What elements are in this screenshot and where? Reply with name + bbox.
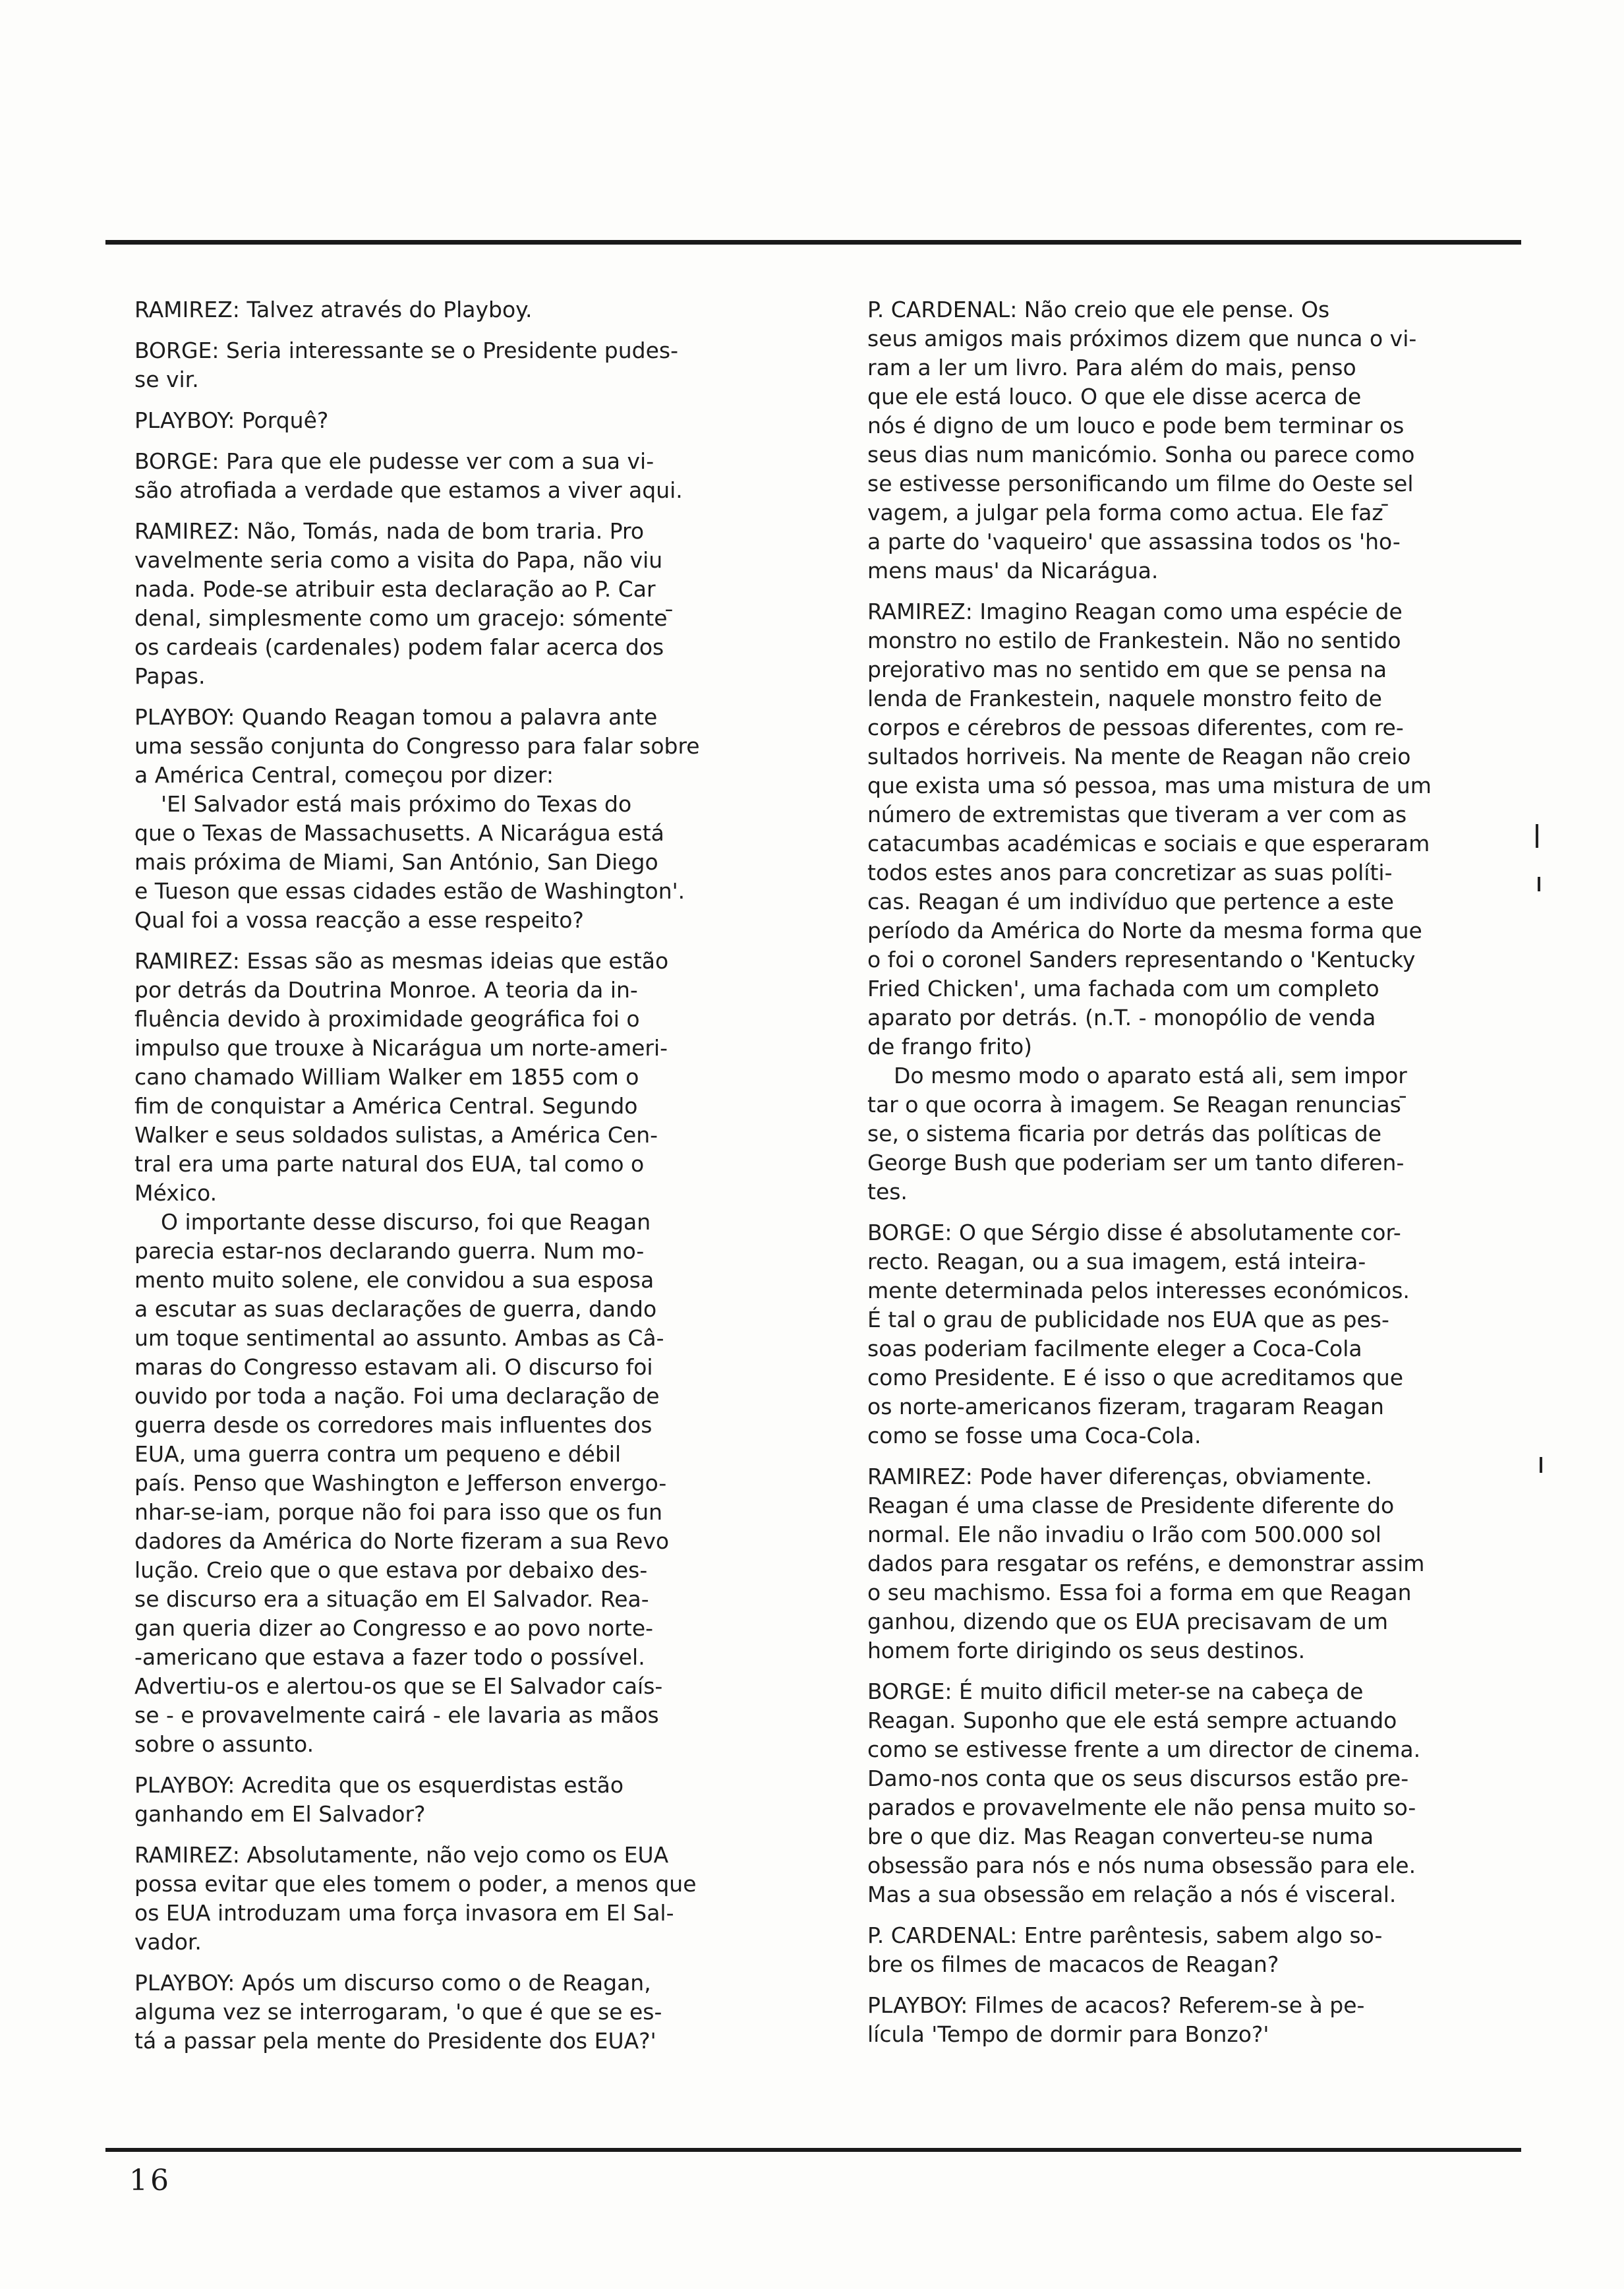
text-line: vavelmente seria como a visita do Papa, não viu — [134, 547, 663, 573]
text-line: É tal o grau de publicidade nos EUA que as pes- — [867, 1307, 1389, 1332]
text-line: -americano que estava a fazer todo o possível. — [134, 1644, 645, 1670]
text-line: que exista uma só pessoa, mas uma mistura de um — [867, 773, 1432, 798]
text-line: gan queria dizer ao Congresso e ao povo norte- — [134, 1615, 654, 1641]
text-line: BORGE: É muito dificil meter-se na cabeça de — [867, 1679, 1364, 1704]
paragraph — [867, 295, 1513, 585]
paragraph — [867, 1991, 1513, 2049]
text-line: se estivesse personificando um filme do Oeste sel — [867, 471, 1414, 496]
text-line: alguma vez se interrogaram, 'o que é que se es- — [134, 1999, 662, 2025]
text-line: ouvido por toda a nação. Foi uma declaração de — [134, 1383, 660, 1409]
text-line: bre os filmes de macacos de Reagan? — [867, 1951, 1279, 1977]
text-line: guerra desde os corredores mais influentes dos — [134, 1412, 652, 1438]
text-line: O importante desse discurso, foi que Reagan — [161, 1209, 651, 1235]
text-line: país. Penso que Washington e Jefferson envergo- — [134, 1470, 667, 1496]
text-line: lução. Creio que o que estava por debaixo des- — [134, 1557, 648, 1583]
text-line: aparato por detrás. (n.T. - monopólio de venda — [867, 1005, 1376, 1030]
text-line: RAMIREZ: Pode haver diferenças, obviamente. — [867, 1464, 1372, 1489]
text-line: sobre o assunto. — [134, 1731, 314, 1757]
text-line: Do mesmo modo o aparato está ali, sem impor — [894, 1063, 1407, 1088]
text-line: mente determinada pelos interesses económicos. — [867, 1278, 1410, 1303]
text-line: seus amigos mais próximos dizem que nunca o vi- — [867, 326, 1417, 351]
text-line: bre o que diz. Mas Reagan converteu-se numa — [867, 1824, 1374, 1849]
margin-mark — [1538, 877, 1540, 891]
text-line: a parte do 'vaqueiro' que assassina todos os 'ho- — [867, 529, 1401, 554]
bottom-rule — [105, 2148, 1521, 2152]
paragraph — [134, 517, 767, 691]
text-line: mento muito solene, ele convidou a sua esposa — [134, 1267, 654, 1293]
text-line: BORGE: Para que ele pudesse ver com a sua vi- — [134, 448, 654, 474]
text-line: denal, simplesmente como um gracejo: sómente ̄ — [134, 605, 675, 631]
text-line: se, o sistema ficaria por detrás das políticas de — [867, 1121, 1381, 1146]
text-line: RAMIREZ: Imagino Reagan como uma espécie de — [867, 599, 1403, 624]
text-line: um toque sentimental ao assunto. Ambas as Câ- — [134, 1325, 664, 1351]
text-line: lícula 'Tempo de dormir para Bonzo?' — [867, 2021, 1269, 2047]
text-line: obsessão para nós e nós numa obsessão para ele. — [867, 1853, 1416, 1878]
text-line: mais próxima de Miami, San António, San Diego — [134, 849, 658, 875]
text-line: normal. Ele não invadiu o Irão com 500.000 sol — [867, 1522, 1381, 1547]
paragraph — [134, 947, 767, 1759]
text-line: Mas a sua obsessão em relação a nós é visceral. — [867, 1882, 1397, 1907]
text-line: RAMIREZ: Não, Tomás, nada de bom traria. Pro — [134, 518, 645, 544]
paragraph — [134, 1771, 767, 1829]
text-line: nhar-se-iam, porque não foi para isso que os fun — [134, 1499, 663, 1525]
text-line: BORGE: O que Sérgio disse é absolutamente cor- — [867, 1220, 1401, 1245]
text-line: cano chamado William Walker em 1855 com o — [134, 1064, 639, 1090]
text-line: monstro no estilo de Frankestein. Não no sentido — [867, 628, 1401, 653]
paragraph — [134, 406, 767, 435]
text-line: México. — [134, 1180, 218, 1206]
text-line: se - e provavelmente cairá - ele lavaria as mãos — [134, 1702, 659, 1728]
text-line: Qual foi a vossa reacção a esse respeito? — [134, 907, 584, 933]
text-line: sultados horriveis. Na mente de Reagan não creio — [867, 744, 1411, 769]
text-line: George Bush que poderiam ser um tanto diferen- — [867, 1150, 1405, 1175]
text-line: RAMIREZ: Essas são as mesmas ideias que estão — [134, 948, 669, 974]
paragraph — [134, 447, 767, 505]
text-line: se vir. — [134, 367, 199, 392]
text-line: RAMIREZ: Absolutamente, não vejo como os EUA — [134, 1842, 669, 1868]
text-line: Reagan. Suponho que ele está sempre actuando — [867, 1708, 1397, 1733]
page-number: 16 — [129, 2164, 171, 2197]
text-line: por detrás da Doutrina Monroe. A teoria da in- — [134, 977, 638, 1003]
text-line: P. CARDENAL: Não creio que ele pense. Os — [867, 297, 1330, 322]
text-line: parados e provavelmente ele não pensa muito so- — [867, 1795, 1416, 1820]
paragraph — [134, 1841, 767, 1957]
text-line: mens maus' da Nicarágua. — [867, 558, 1159, 583]
text-line: seus dias num manicómio. Sonha ou parece como — [867, 442, 1415, 467]
text-line: PLAYBOY: Porquê? — [134, 407, 329, 433]
text-line: uma sessão conjunta do Congresso para falar sobre — [134, 733, 700, 759]
paragraph — [867, 1218, 1513, 1450]
text-line: P. CARDENAL: Entre parêntesis, sabem algo so- — [867, 1922, 1383, 1948]
text-line: como se estivesse frente a um director de cinema. — [867, 1737, 1421, 1762]
text-line: ganhou, dizendo que os EUA precisavam de um — [867, 1609, 1388, 1634]
text-line: lenda de Frankestein, naquele monstro feito de — [867, 686, 1382, 711]
text-line: de frango frito) — [867, 1034, 1033, 1059]
text-line: o seu machismo. Essa foi a forma em que Reagan — [867, 1580, 1412, 1605]
text-line: período da América do Norte da mesma forma que — [867, 918, 1422, 943]
text-line: os EUA introduzam uma força invasora em El Sal- — [134, 1900, 674, 1926]
text-line: cas. Reagan é um indivíduo que pertence a este — [867, 889, 1394, 914]
paragraph — [867, 1677, 1513, 1909]
text-line: que o Texas de Massachusetts. A Nicarágua está — [134, 820, 664, 846]
text-line: PLAYBOY: Acredita que os esquerdistas estão — [134, 1772, 624, 1798]
text-line: vagem, a julgar pela forma como actua. Ele faz ̄ — [867, 500, 1391, 525]
text-line: os norte-americanos fizeram, tragaram Reagan — [867, 1394, 1384, 1419]
text-line: que ele está louco. O que ele disse acerca de — [867, 384, 1362, 409]
text-line: ganhando em El Salvador? — [134, 1801, 426, 1827]
text-line: maras do Congresso estavam ali. O discurso foi — [134, 1354, 653, 1380]
text-line: ram a ler um livro. Para além do mais, penso — [867, 355, 1356, 380]
text-line: fim de conquistar a América Central. Segundo — [134, 1093, 638, 1119]
text-line: impulso que trouxe à Nicarágua um norte-ameri- — [134, 1035, 668, 1061]
text-line: como Presidente. E é isso o que acreditamos que — [867, 1365, 1404, 1390]
text-line: parecia estar-nos declarando guerra. Num mo- — [134, 1238, 645, 1264]
text-line: como se fosse uma Coca-Cola. — [867, 1423, 1202, 1448]
text-line: e Tueson que essas cidades estão de Washington'. — [134, 878, 685, 904]
text-line: tes. — [867, 1179, 908, 1204]
text-line: os cardeais (cardenales) podem falar acerca dos — [134, 634, 664, 660]
top-rule — [105, 240, 1521, 245]
text-line: a América Central, começou por dizer: — [134, 762, 554, 788]
text-line: recto. Reagan, ou a sua imagem, está inteira- — [867, 1249, 1366, 1274]
text-line: nada. Pode-se atribuir esta declaração ao P. Car — [134, 576, 656, 602]
text-line: tá a passar pela mente do Presidente dos EUA?' — [134, 2028, 656, 2054]
text-line: o foi o coronel Sanders representando o 'Kentucky — [867, 947, 1416, 972]
text-line: Reagan é uma classe de Presidente diferente do — [867, 1493, 1395, 1518]
paragraph — [134, 295, 767, 324]
text-line: 'El Salvador está mais próximo do Texas do — [161, 791, 632, 817]
text-line: nós é digno de um louco e pode bem terminar os — [867, 413, 1405, 438]
right-column — [867, 295, 1513, 2061]
text-line: PLAYBOY: Quando Reagan tomou a palavra ante — [134, 704, 658, 730]
paragraph — [134, 703, 767, 935]
text-line: BORGE: Seria interessante se o Presidente pudes- — [134, 338, 679, 363]
text-line: vador. — [134, 1929, 202, 1955]
margin-mark — [1536, 824, 1538, 848]
text-line: se discurso era a situação em El Salvador. Rea- — [134, 1586, 649, 1612]
paragraph — [867, 1462, 1513, 1665]
text-line: tar o que ocorra à imagem. Se Reagan renuncias ̄ — [867, 1092, 1408, 1117]
text-line: número de extremistas que tiveram a ver com as — [867, 802, 1407, 827]
text-line: PLAYBOY: Após um discurso como o de Reagan, — [134, 1970, 651, 1996]
text-line: RAMIREZ: Talvez através do Playboy. — [134, 297, 533, 322]
left-column — [134, 295, 767, 2067]
text-line: são atrofiada a verdade que estamos a viver aqui. — [134, 477, 683, 503]
paragraph — [134, 1969, 767, 2056]
paragraph — [867, 1921, 1513, 1979]
margin-mark — [1540, 1457, 1542, 1473]
text-line: dadores da América do Norte fizeram a sua Revo — [134, 1528, 670, 1554]
text-line: prejorativo mas no sentido em que se pensa na — [867, 657, 1387, 682]
text-line: EUA, uma guerra contra um pequeno e débil — [134, 1441, 622, 1467]
text-line: dados para resgatar os reféns, e demonstrar assim — [867, 1551, 1425, 1576]
text-line: a escutar as suas declarações de guerra, dando — [134, 1296, 657, 1322]
paragraph — [867, 597, 1513, 1206]
text-line: Damo-nos conta que os seus discursos estão pre- — [867, 1766, 1409, 1791]
text-line: tral era uma parte natural dos EUA, tal como o — [134, 1151, 645, 1177]
text-line: Walker e seus soldados sulistas, a América Cen- — [134, 1122, 658, 1148]
text-line: Papas. — [134, 663, 206, 689]
text-line: Fried Chicken', uma fachada com um completo — [867, 976, 1379, 1001]
text-line: Advertiu-os e alertou-os que se El Salvador caís- — [134, 1673, 663, 1699]
text-line: soas poderiam facilmente eleger a Coca-Cola — [867, 1336, 1362, 1361]
text-line: todos estes anos para concretizar as suas políti- — [867, 860, 1393, 885]
paragraph — [134, 336, 767, 394]
text-line: possa evitar que eles tomem o poder, a menos que — [134, 1871, 697, 1897]
text-line: PLAYBOY: Filmes de acacos? Referem-se à pe- — [867, 1992, 1365, 2018]
text-line: corpos e cérebros de pessoas diferentes, com re- — [867, 715, 1404, 740]
text-line: catacumbas académicas e sociais e que esperaram — [867, 831, 1430, 856]
text-line: homem forte dirigindo os seus destinos. — [867, 1638, 1306, 1663]
text-line: fluência devido à proximidade geográfica foi o — [134, 1006, 640, 1032]
